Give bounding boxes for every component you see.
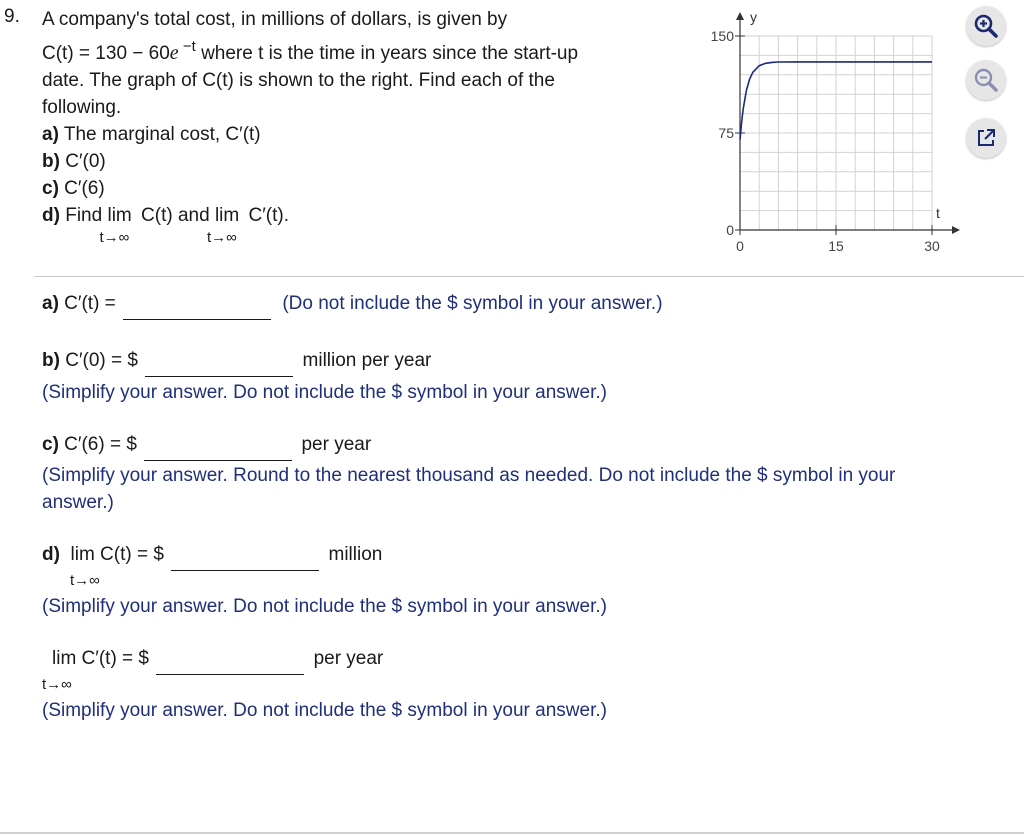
- cost-graph: [696, 6, 966, 262]
- answer-c-input[interactable]: [144, 438, 292, 461]
- answer-c-row: c) C′(6) = $ per year: [42, 434, 371, 461]
- function-e: e: [169, 42, 179, 64]
- part-a-prompt: a) The marginal cost, C′(t): [42, 124, 261, 145]
- answer-a-hint: (Do not include the $ symbol in your answer.): [282, 293, 663, 314]
- answer-d1-row: d) lim C(t) = $ million: [42, 544, 382, 571]
- part-c-prompt: c) C′(6): [42, 178, 105, 199]
- zoom-in-button[interactable]: [966, 6, 1006, 46]
- popout-icon: [974, 126, 998, 150]
- x-tick-label: 0: [736, 238, 744, 254]
- question-line-4: following.: [42, 97, 122, 118]
- answer-d1-hint: (Simplify your answer. Do not include the $ symbol in your answer.): [42, 596, 607, 617]
- zoom-out-button[interactable]: [966, 60, 1006, 100]
- y-axis-label: y: [750, 9, 757, 25]
- graph-axes: [736, 12, 960, 234]
- limit-subscript: t→∞: [99, 229, 130, 246]
- answer-d2-input[interactable]: [156, 652, 304, 675]
- answer-d1-unit: million: [328, 544, 383, 565]
- y-tick-label: 150: [710, 28, 734, 44]
- answer-b-hint: (Simplify your answer. Do not include the $ symbol in your answer.): [42, 382, 607, 403]
- section-divider: [34, 276, 1024, 277]
- x-axis-label: t: [936, 205, 940, 221]
- answer-b-unit: million per year: [302, 350, 432, 371]
- question-text: [42, 6, 672, 246]
- answer-b-row: b) C′(0) = $ million per year: [42, 350, 431, 377]
- y-tick-label: 0: [726, 222, 734, 238]
- x-tick-label: 30: [924, 238, 940, 254]
- answer-c-hint-line1: (Simplify your answer. Round to the nearest thousand as needed. Do not include the $ symbol in your: [42, 465, 896, 486]
- question-number: 9.: [4, 6, 20, 27]
- limit-operator: lim t→∞: [107, 202, 131, 229]
- zoom-out-icon: [972, 66, 1000, 94]
- answer-d2-lim: lim: [52, 648, 77, 669]
- limit-subscript-2: t→∞: [206, 229, 237, 246]
- answer-b-input[interactable]: [145, 354, 293, 377]
- question-line-1: A company's total cost, in millions of dollars, is given by: [42, 9, 508, 30]
- function-prefix: C(t) = 130 − 60: [42, 43, 170, 64]
- part-b-prompt: b) C′(0): [42, 151, 106, 172]
- bottom-border: [0, 832, 1024, 834]
- y-axis-arrow: [736, 12, 744, 20]
- x-axis-arrow: [952, 226, 960, 234]
- answer-d1-subscript: t→∞: [70, 572, 100, 589]
- answer-d1-input[interactable]: [171, 548, 319, 571]
- part-d-prompt: d) Find lim t→∞ C(t) and lim t→∞ C′(t).: [42, 202, 672, 229]
- question-line-2: [42, 33, 672, 67]
- graph-grid: [740, 36, 932, 230]
- function-suffix: where t is the time in years since the start-up: [195, 43, 579, 64]
- popout-button[interactable]: [966, 118, 1006, 158]
- answer-a-row: a) C′(t) = (Do not include the $ symbol in your answer.): [42, 293, 663, 320]
- zoom-in-icon: [972, 12, 1000, 40]
- y-tick-label: 75: [718, 125, 734, 141]
- x-tick-label: 15: [828, 238, 844, 254]
- answer-c-hint-line2: answer.): [42, 492, 114, 513]
- answer-c-unit: per year: [301, 434, 372, 455]
- answer-d1-lim: lim: [70, 544, 95, 565]
- question-line-3: date. The graph of C(t) is shown to the right. Find each of the: [42, 70, 555, 91]
- answer-d2-hint: (Simplify your answer. Do not include the $ symbol in your answer.): [42, 700, 607, 721]
- answer-d2-subscript: t→∞: [42, 676, 72, 693]
- answer-a-input[interactable]: [123, 297, 271, 320]
- limit-operator-2: lim t→∞: [215, 202, 239, 229]
- function-exponent: −t: [178, 38, 196, 55]
- answer-d2-row: lim C′(t) = $ per year: [52, 648, 383, 675]
- answer-d2-unit: per year: [313, 648, 384, 669]
